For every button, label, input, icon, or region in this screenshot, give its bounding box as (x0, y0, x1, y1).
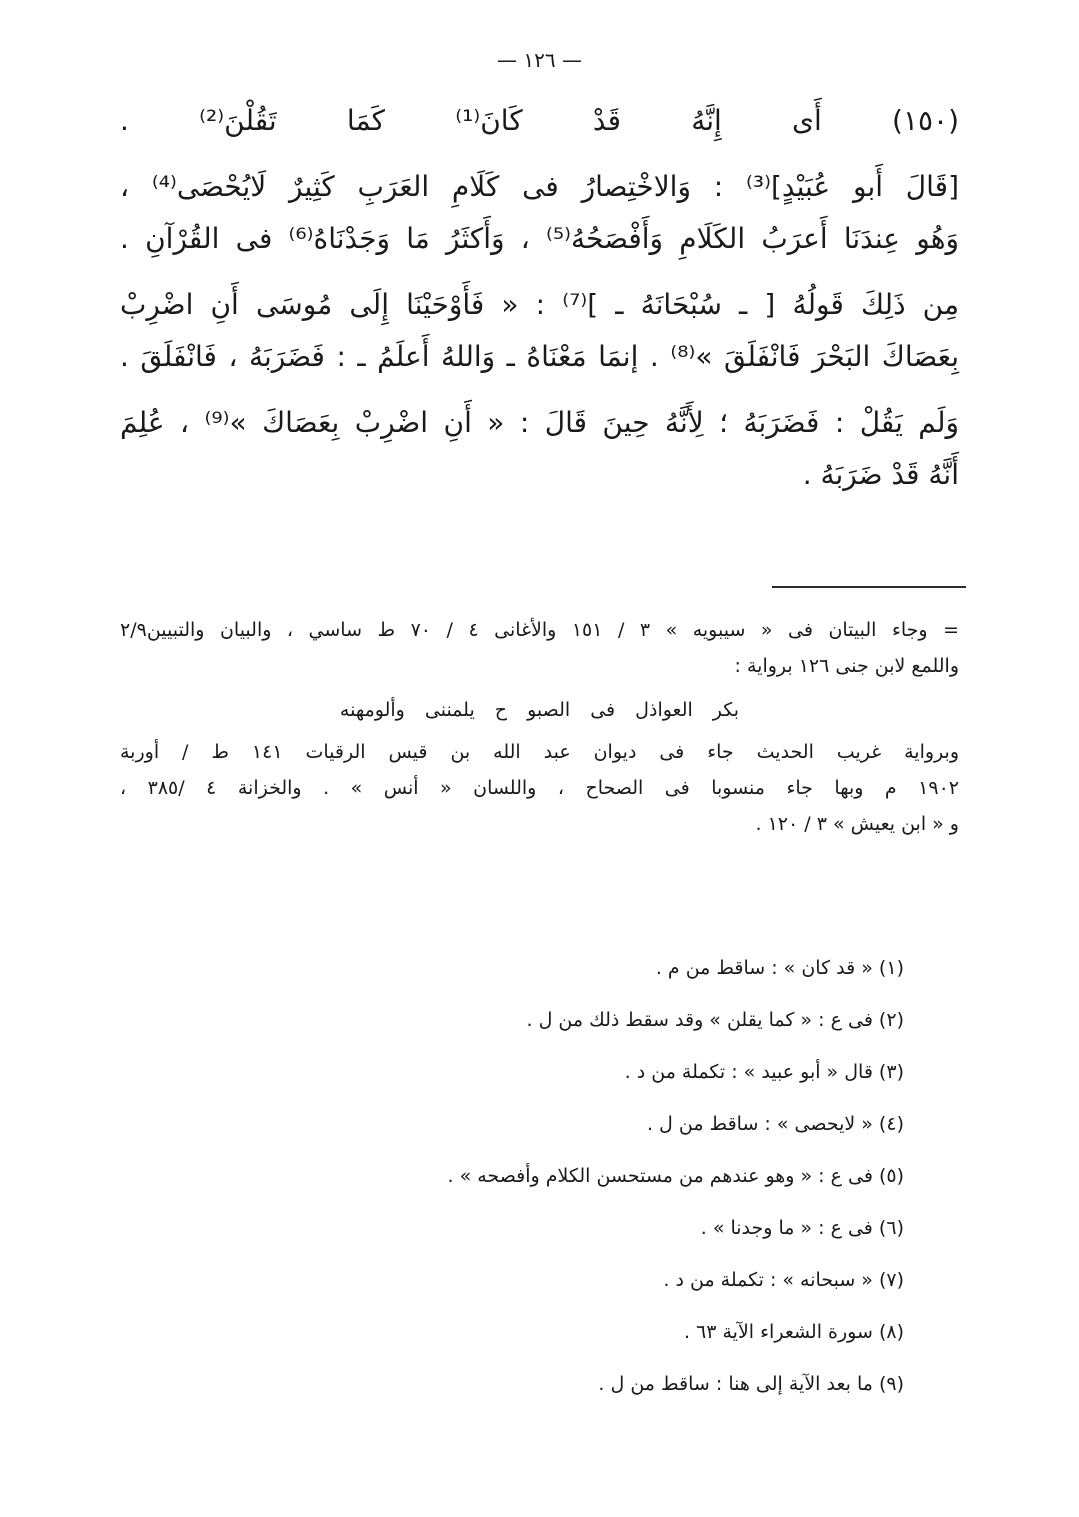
footnote-item: (٩) ما بعد الآية إلى هنا : ساقط من ل . (598, 1373, 904, 1395)
footnote-item: (٣) قال « أبو عبيد » : تكملة من د . (624, 1061, 904, 1083)
continued-note (120, 612, 959, 842)
main-line: وَلَم يَقُلْ : فَضَرَبَهُ ؛ لِأَنَّهُ حِينَ قَالَ : « أَنِ اضْرِبْ بِعَصَاكَ »⁽⁹⁾ ، عُلِمَ (120, 406, 959, 439)
main-line: بِعَصَاكَ البَحْرَ فَانْفَلَقَ »⁽⁸⁾ . إنمَا مَعْنَاهُ ـ وَاللهُ أَعلَمُ ـ : فَضَرَبَهُ ، فَانْفَلَقَ . (120, 340, 959, 373)
note-line: ١٩٠٢ م وبها جاء منسوبا فى الصحاح ، واللسان « أنس » . والخزانة ٤ /٣٨٥ ، (120, 777, 959, 799)
footnote-item: (٥) فى ع : « وهو عندهم من مستحسن الكلام وأفصحه » . (447, 1165, 904, 1187)
footnote-item: (٧) « سبحانه » : تكملة من د . (663, 1269, 904, 1291)
footnote-item: (٢) فى ع : « كما يقلن » وقد سقط ذلك من ل . (526, 1009, 904, 1031)
note-line: = وجاء البيتان فى « سيبويه » ٣ / ١٥١ والأغانى ٤ / ٧٠ ط ساسي ، والبيان والتبيين٢/٩ (120, 619, 960, 641)
main-text (120, 95, 959, 501)
footnote-item: (٤) « لايحصى » : ساقط من ل . (646, 1113, 904, 1135)
main-line: أَنَّهُ قَدْ ضَرَبَهُ . (802, 458, 959, 491)
footnote-list (448, 942, 905, 1410)
main-line: مِن ذَلِكَ قَولُهُ [ ـ سُبْحَانَهُ ـ ]⁽⁷⁾ : « فَأَوْحَيْنَا إِلَى مُوسَى أَنِ اضْرِبْ (120, 288, 959, 321)
footnote-separator (772, 586, 966, 588)
main-line: وَهُو عِندَنَا أَعرَبُ الكَلَامِ وَأَفْصَحُهُ⁽⁵⁾ ، وَأَكثَرُ مَا وَجَدْنَاهُ⁽⁶⁾ فى القُرْآنِ . (120, 222, 959, 255)
main-line: [قَالَ أَبو عُبَيْدٍ]⁽³⁾ : وَالاخْتِصارُ فى كَلَامِ العَرَبِ كَثِيرٌ لَايُحْصَى⁽⁴⁾ ، (120, 170, 959, 203)
main-line: (١٥٠) أَى إِنَّهُ قَدْ كَانَ⁽¹⁾ كَمَا تَقُلْنَ⁽²⁾ . (120, 104, 959, 137)
footnote-item: (١) « قد كان » : ساقط من م . (655, 957, 904, 979)
note-line: وبرواية غريب الحديث جاء فى ديوان عبد الله بن قيس الرقيات ١٤١ ط / أوربة (120, 741, 959, 763)
verse-line: بكر العواذل فى الصبو ح يلمننى وألومهنه (339, 699, 740, 721)
footnote-item: (٨) سورة الشعراء الآية ٦٣ . (683, 1321, 904, 1343)
note-line: و « ابن يعيش » ٣ / ١٢٠ . (755, 813, 959, 835)
note-line: واللمع لابن جنى ١٢٦ برواية : (734, 655, 959, 677)
page-number: — ١٢٦ — (497, 48, 582, 72)
footnote-item: (٦) فى ع : « ما وجدنا » . (700, 1217, 904, 1239)
